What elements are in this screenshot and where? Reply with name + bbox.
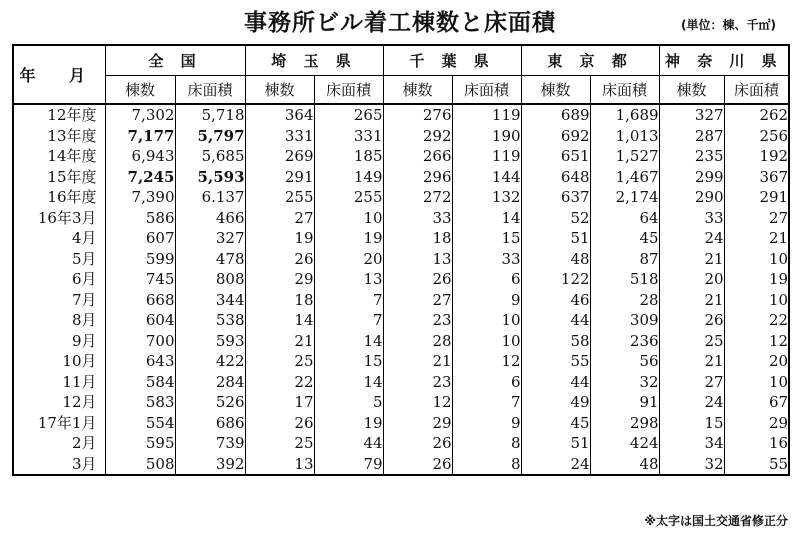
prefecture-header-tokyo: 東 京 都 (521, 45, 659, 75)
period-cell: 2月 (71, 434, 97, 452)
table-row (13, 454, 789, 476)
floor-area-cell: 55 (724, 454, 789, 476)
floor-area-cell: 8 (452, 454, 521, 476)
floor-area-cell: 12 (724, 331, 789, 352)
prefecture-header-kanagawa: 神 奈 川 県 (659, 45, 789, 75)
prefecture-header-national: 全 国 (105, 45, 245, 75)
count-cell: 45 (521, 413, 590, 434)
count-cell: 21 (383, 351, 452, 372)
count-cell: 292 (383, 126, 452, 147)
count-cell: 26 (659, 310, 724, 331)
floor-area-cell: 32 (590, 372, 659, 393)
floor-area-cell: 13 (314, 269, 383, 290)
count-cell: 26 (245, 249, 314, 270)
sub-header-count: 棟数 (659, 75, 724, 104)
count-cell: 51 (521, 433, 590, 454)
count-cell: 29 (383, 413, 452, 434)
count-cell: 266 (383, 146, 452, 167)
floor-area-cell: 424 (590, 433, 659, 454)
floor-area-cell: 44 (314, 433, 383, 454)
count-cell: 7,177 (105, 126, 175, 147)
count-cell: 24 (521, 454, 590, 476)
count-cell: 26 (383, 454, 452, 476)
period-cell: 12月 (62, 393, 97, 411)
floor-area-cell: 29 (724, 413, 789, 434)
floor-area-cell: 466 (175, 208, 245, 229)
floor-area-cell: 14 (314, 372, 383, 393)
floor-area-cell: 422 (175, 351, 245, 372)
sub-header-count: 棟数 (521, 75, 590, 104)
count-cell: 689 (521, 104, 590, 126)
floor-area-cell: 5,718 (175, 104, 245, 126)
floor-area-cell: 19 (314, 413, 383, 434)
count-cell: 46 (521, 290, 590, 311)
count-cell: 122 (521, 269, 590, 290)
table-row (13, 208, 789, 229)
count-cell: 595 (105, 433, 175, 454)
floor-area-cell: 593 (175, 331, 245, 352)
count-cell: 296 (383, 167, 452, 188)
period-cell: 11月 (62, 372, 97, 391)
table-row (13, 433, 789, 454)
floor-area-cell: 10 (724, 249, 789, 270)
floor-area-cell: 808 (175, 269, 245, 290)
period-cell: 13年度 (47, 126, 97, 145)
count-cell: 26 (383, 269, 452, 290)
count-cell: 272 (383, 187, 452, 208)
floor-area-cell: 67 (724, 392, 789, 413)
floor-area-cell: 478 (175, 249, 245, 270)
floor-area-cell: 185 (314, 146, 383, 167)
count-cell: 584 (105, 372, 175, 393)
table-row (13, 146, 789, 167)
count-cell: 21 (659, 351, 724, 372)
period-cell: 3月 (71, 454, 97, 473)
table-row (13, 126, 789, 147)
floor-area-cell: 686 (175, 413, 245, 434)
sub-header-count: 棟数 (245, 75, 314, 104)
floor-area-cell: 87 (590, 249, 659, 270)
floor-area-cell: 255 (314, 187, 383, 208)
count-cell: 20 (659, 269, 724, 290)
period-cell: 6月 (71, 270, 97, 288)
period-cell: 16年度 (47, 188, 97, 206)
count-cell: 643 (105, 351, 175, 372)
floor-area-cell: 331 (314, 126, 383, 147)
count-cell: 25 (659, 331, 724, 352)
count-cell: 23 (383, 310, 452, 331)
table-row (13, 228, 789, 249)
sub-header-floor-area: 床面積 (452, 75, 521, 104)
floor-area-cell: 392 (175, 454, 245, 476)
floor-area-cell: 119 (452, 146, 521, 167)
count-cell: 331 (245, 126, 314, 147)
prefecture-header-chiba: 千 葉 県 (383, 45, 521, 75)
count-cell: 327 (659, 104, 724, 126)
count-cell: 607 (105, 228, 175, 249)
floor-area-cell: 5,593 (175, 167, 245, 188)
floor-area-cell: 28 (590, 290, 659, 311)
period-cell: 8月 (71, 311, 97, 329)
floor-area-cell: 1,467 (590, 167, 659, 188)
floor-area-cell: 6 (452, 372, 521, 393)
count-cell: 28 (383, 331, 452, 352)
count-cell: 745 (105, 269, 175, 290)
sub-header-count: 棟数 (383, 75, 452, 104)
table-row (13, 290, 789, 311)
floor-area-cell: 19 (724, 269, 789, 290)
sub-header-floor-area: 床面積 (724, 75, 789, 104)
floor-area-cell: 27 (724, 208, 789, 229)
period-cell: 15年度 (47, 167, 97, 186)
period-cell: 4月 (71, 229, 97, 247)
count-cell: 21 (659, 290, 724, 311)
floor-area-cell: 1,689 (590, 104, 659, 126)
count-cell: 599 (105, 249, 175, 270)
floor-area-cell: 10 (314, 208, 383, 229)
floor-area-cell: 15 (314, 351, 383, 372)
table-row (13, 331, 789, 352)
floor-area-cell: 9 (452, 290, 521, 311)
prefecture-header-saitama: 埼 玉 県 (245, 45, 383, 75)
count-cell: 255 (245, 187, 314, 208)
count-cell: 33 (659, 208, 724, 229)
table-row (13, 413, 789, 434)
count-cell: 269 (245, 146, 314, 167)
count-cell: 33 (383, 208, 452, 229)
stats-table (12, 44, 790, 476)
count-cell: 18 (245, 290, 314, 311)
count-cell: 364 (245, 104, 314, 126)
table-row (13, 104, 789, 126)
table-row (13, 167, 789, 188)
period-cell: 9月 (71, 331, 97, 350)
floor-area-cell: 1,013 (590, 126, 659, 147)
floor-area-cell: 538 (175, 310, 245, 331)
prefecture-header-row (13, 45, 789, 75)
count-cell: 15 (659, 413, 724, 434)
count-cell: 21 (245, 331, 314, 352)
table-row (13, 310, 789, 331)
floor-area-cell: 45 (590, 228, 659, 249)
period-header: 年 月 (13, 45, 105, 104)
count-cell: 24 (659, 392, 724, 413)
count-cell: 291 (245, 167, 314, 188)
count-cell: 290 (659, 187, 724, 208)
floor-area-cell: 6 (452, 269, 521, 290)
count-cell: 32 (659, 454, 724, 476)
count-cell: 586 (105, 208, 175, 229)
count-cell: 7,302 (105, 104, 175, 126)
floor-area-cell: 22 (724, 310, 789, 331)
count-cell: 23 (383, 372, 452, 393)
floor-area-cell: 12 (452, 351, 521, 372)
floor-area-cell: 526 (175, 392, 245, 413)
count-cell: 648 (521, 167, 590, 188)
count-cell: 6,943 (105, 146, 175, 167)
floor-area-cell: 190 (452, 126, 521, 147)
floor-area-cell: 284 (175, 372, 245, 393)
floor-area-cell: 149 (314, 167, 383, 188)
count-cell: 18 (383, 228, 452, 249)
sub-header-floor-area: 床面積 (314, 75, 383, 104)
floor-area-cell: 7 (314, 310, 383, 331)
floor-area-cell: 291 (724, 187, 789, 208)
count-cell: 637 (521, 187, 590, 208)
count-cell: 25 (245, 351, 314, 372)
count-cell: 583 (105, 392, 175, 413)
floor-area-cell: 344 (175, 290, 245, 311)
sub-header-row (13, 75, 789, 104)
count-cell: 668 (105, 290, 175, 311)
count-cell: 235 (659, 146, 724, 167)
page-title: 事務所ビル着工棟数と床面積 (244, 10, 556, 36)
count-cell: 22 (245, 372, 314, 393)
period-cell: 12年度 (47, 106, 97, 124)
floor-area-cell: 7 (452, 392, 521, 413)
count-cell: 25 (245, 433, 314, 454)
table-row (13, 187, 789, 208)
count-cell: 48 (521, 249, 590, 270)
count-cell: 44 (521, 310, 590, 331)
floor-area-cell: 56 (590, 351, 659, 372)
count-cell: 276 (383, 104, 452, 126)
count-cell: 554 (105, 413, 175, 434)
floor-area-cell: 7 (314, 290, 383, 311)
count-cell: 52 (521, 208, 590, 229)
floor-area-cell: 16 (724, 433, 789, 454)
count-cell: 299 (659, 167, 724, 188)
floor-area-cell: 10 (452, 331, 521, 352)
count-cell: 24 (659, 228, 724, 249)
floor-area-cell: 309 (590, 310, 659, 331)
floor-area-cell: 48 (590, 454, 659, 476)
count-cell: 13 (383, 249, 452, 270)
floor-area-cell: 367 (724, 167, 789, 188)
period-cell: 14年度 (47, 147, 97, 165)
floor-area-cell: 20 (724, 351, 789, 372)
count-cell: 27 (659, 372, 724, 393)
period-cell: 5月 (71, 249, 97, 268)
count-cell: 26 (245, 413, 314, 434)
count-cell: 508 (105, 454, 175, 476)
floor-area-cell: 20 (314, 249, 383, 270)
floor-area-cell: 132 (452, 187, 521, 208)
count-cell: 17 (245, 392, 314, 413)
table-row (13, 269, 789, 290)
floor-area-cell: 119 (452, 104, 521, 126)
floor-area-cell: 79 (314, 454, 383, 476)
table-body (13, 104, 789, 475)
floor-area-cell: 10 (724, 290, 789, 311)
floor-area-cell: 192 (724, 146, 789, 167)
floor-area-cell: 14 (452, 208, 521, 229)
floor-area-cell: 14 (314, 331, 383, 352)
count-cell: 692 (521, 126, 590, 147)
count-cell: 21 (659, 249, 724, 270)
floor-area-cell: 262 (724, 104, 789, 126)
floor-area-cell: 21 (724, 228, 789, 249)
count-cell: 29 (245, 269, 314, 290)
count-cell: 7,245 (105, 167, 175, 188)
floor-area-cell: 5 (314, 392, 383, 413)
floor-area-cell: 91 (590, 392, 659, 413)
floor-area-cell: 6.137 (175, 187, 245, 208)
period-cell: 17年1月 (37, 413, 97, 432)
floor-area-cell: 8 (452, 433, 521, 454)
floor-area-cell: 64 (590, 208, 659, 229)
floor-area-cell: 236 (590, 331, 659, 352)
count-cell: 26 (383, 433, 452, 454)
unit-note: (単位：棟、千㎡) (681, 18, 776, 32)
count-cell: 7,390 (105, 187, 175, 208)
count-cell: 58 (521, 331, 590, 352)
floor-area-cell: 2,174 (590, 187, 659, 208)
floor-area-cell: 5,797 (175, 126, 245, 147)
floor-area-cell: 1,527 (590, 146, 659, 167)
floor-area-cell: 327 (175, 228, 245, 249)
period-cell: 7月 (71, 290, 97, 309)
count-cell: 55 (521, 351, 590, 372)
floor-area-cell: 5,685 (175, 146, 245, 167)
count-cell: 287 (659, 126, 724, 147)
sub-header-count: 棟数 (105, 75, 175, 104)
sub-header-floor-area: 床面積 (590, 75, 659, 104)
floor-area-cell: 15 (452, 228, 521, 249)
floor-area-cell: 518 (590, 269, 659, 290)
floor-area-cell: 9 (452, 413, 521, 434)
count-cell: 19 (245, 228, 314, 249)
count-cell: 14 (245, 310, 314, 331)
sub-header-floor-area: 床面積 (175, 75, 245, 104)
table-row (13, 249, 789, 270)
floor-area-cell: 298 (590, 413, 659, 434)
period-cell: 16年3月 (37, 208, 97, 227)
floor-area-cell: 33 (452, 249, 521, 270)
count-cell: 700 (105, 331, 175, 352)
footnote: ※太字は国土交通省修正分 (644, 514, 788, 528)
count-cell: 604 (105, 310, 175, 331)
count-cell: 44 (521, 372, 590, 393)
floor-area-cell: 10 (452, 310, 521, 331)
table-row (13, 351, 789, 372)
period-cell: 10月 (62, 352, 97, 370)
floor-area-cell: 19 (314, 228, 383, 249)
floor-area-cell: 265 (314, 104, 383, 126)
floor-area-cell: 256 (724, 126, 789, 147)
count-cell: 34 (659, 433, 724, 454)
table-row (13, 392, 789, 413)
count-cell: 49 (521, 392, 590, 413)
floor-area-cell: 144 (452, 167, 521, 188)
count-cell: 27 (383, 290, 452, 311)
count-cell: 12 (383, 392, 452, 413)
count-cell: 651 (521, 146, 590, 167)
count-cell: 13 (245, 454, 314, 476)
count-cell: 51 (521, 228, 590, 249)
floor-area-cell: 10 (724, 372, 789, 393)
table-row (13, 372, 789, 393)
count-cell: 27 (245, 208, 314, 229)
floor-area-cell: 739 (175, 433, 245, 454)
